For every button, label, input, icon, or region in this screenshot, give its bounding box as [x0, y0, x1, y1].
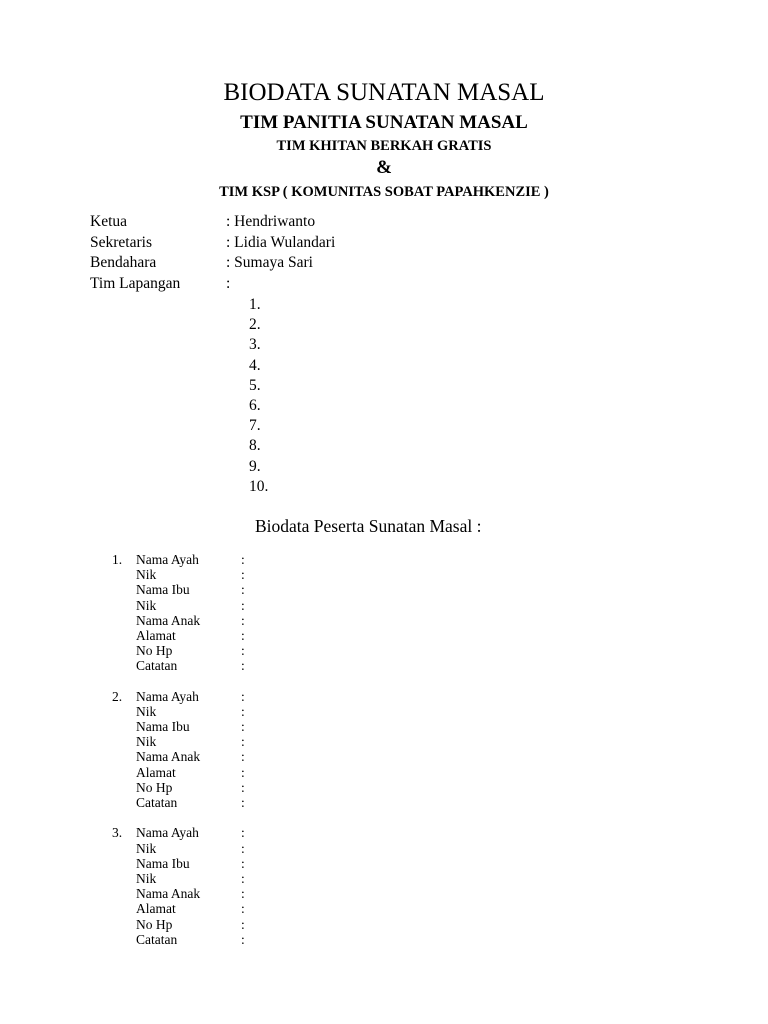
participant-field-label: Nik [136, 567, 157, 583]
participant-field-value: : [241, 916, 245, 932]
org-label: Bendahara [90, 254, 157, 271]
participant-field-value: : [241, 688, 245, 704]
participant-field-value: : [241, 643, 245, 659]
participant-field-label: Catatan [136, 931, 178, 947]
field-team-item: 3. [249, 336, 261, 354]
participant-field-value: : [241, 719, 245, 735]
participant-number: 2. [112, 688, 123, 704]
participant-field-label: Nik [136, 703, 157, 719]
participants-title: Biodata Peserta Sunatan Masal : [255, 516, 482, 536]
participant-field-label: Alamat [136, 901, 176, 917]
participant-field-value: : [241, 552, 245, 567]
participant-field-label: Nik [136, 734, 157, 750]
field-team-item: 5. [249, 376, 261, 394]
field-team-item: 1. [249, 296, 261, 313]
participant-field-label: Catatan [136, 795, 178, 810]
participant-field-label: Nama Anak [136, 749, 201, 765]
field-team-list [249, 295, 268, 497]
participant-field-value: : [241, 870, 245, 886]
participant-field-value: : [241, 703, 245, 719]
participant-field-label: Alamat [136, 764, 176, 780]
field-team-item: 2. [249, 316, 261, 334]
participant-field-value: : [241, 734, 245, 750]
participant-field-value: : [241, 931, 245, 947]
participant-field-value: : [241, 764, 245, 780]
participant-field-value: : [241, 749, 245, 765]
field-team-item: 6. [249, 396, 261, 414]
participant-field-value: : [241, 779, 245, 795]
org-value: : Lidia Wulandari [226, 233, 336, 251]
participant-field-label: Nik [136, 840, 157, 856]
participant-field-value: : [241, 901, 245, 917]
participant-field-label: Nama Ibu [136, 582, 190, 598]
participant-field-value: : [241, 597, 245, 613]
participant-field-label: Nama Anak [136, 886, 201, 902]
participant-field-value: : [241, 840, 245, 856]
participant-field-label: Alamat [136, 627, 176, 643]
participant-number: 1. [112, 552, 123, 567]
participant-field-label: No Hp [136, 916, 173, 932]
participant-field-label: Catatan [136, 658, 178, 674]
team-two-name: TIM KSP ( KOMUNITAS SOBAT PAPAHKENZIE ) [219, 184, 549, 200]
participant-number: 3. [112, 825, 123, 841]
field-team-item: 4. [249, 356, 261, 374]
org-value: : [226, 274, 231, 292]
participant-field-value: : [241, 627, 245, 643]
field-team-item: 8. [249, 437, 261, 455]
participant-field-value: : [241, 855, 245, 871]
participant-field-value: : [241, 582, 245, 598]
participant-field-value: : [241, 825, 245, 841]
org-label: Ketua [90, 213, 128, 230]
org-value: : Sumaya Sari [226, 254, 313, 271]
team-one-name: TIM KHITAN BERKAH GRATIS [276, 138, 492, 154]
participant-field-value: : [241, 886, 245, 902]
field-team-item: 10. [249, 477, 269, 495]
document-title: BIODATA SUNATAN MASAL [223, 79, 545, 106]
participant-field-value: : [241, 658, 245, 674]
participant-field-label: Nik [136, 870, 157, 886]
org-value: : Hendriwanto [226, 213, 316, 230]
ampersand: & [376, 157, 392, 178]
participant-field-label: Nama Ayah [136, 552, 199, 567]
participant-field-label: Nama Ibu [136, 855, 190, 871]
org-label: Sekretaris [90, 233, 152, 251]
org-label: Tim Lapangan [90, 274, 181, 292]
committee-title: TIM PANITIA SUNATAN MASAL [240, 112, 528, 133]
participant-field-label: Nama Ayah [136, 688, 199, 704]
field-team-item: 9. [249, 457, 261, 475]
participant-field-label: Nama Anak [136, 612, 201, 628]
participant-field-label: Nama Ayah [136, 825, 199, 841]
field-team-item: 7. [249, 417, 261, 435]
participant-field-value: : [241, 612, 245, 628]
participant-field-value: : [241, 795, 245, 810]
participant-field-label: Nik [136, 597, 157, 613]
participant-field-label: Nama Ibu [136, 719, 190, 735]
participant-field-label: No Hp [136, 643, 173, 659]
participant-field-value: : [241, 567, 245, 583]
participant-field-label: No Hp [136, 779, 173, 795]
